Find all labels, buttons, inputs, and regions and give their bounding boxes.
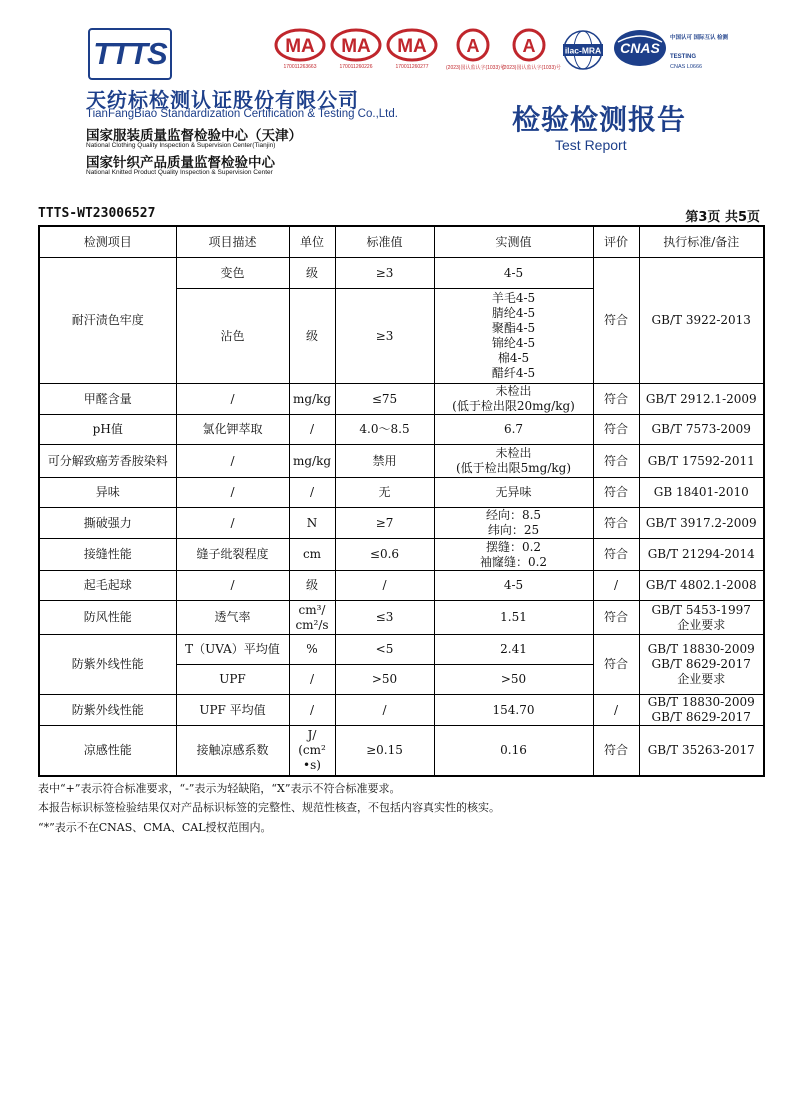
cell-standard-value: 4.0～8.5 [335, 415, 434, 445]
report-number: TTTS-WT23006527 [38, 206, 156, 221]
cell-eval: 符合 [593, 478, 639, 508]
col-header: 检测项目 [39, 226, 176, 258]
cell-standard-value: 禁用 [335, 445, 434, 478]
svg-text:A: A [522, 36, 536, 56]
table-row [39, 539, 764, 571]
table-row [39, 601, 764, 635]
cell-standard-value: ≥0.15 [335, 726, 434, 776]
page-indicator: 第3页 共5页 [685, 210, 760, 225]
measured-line: 未检出 [495, 446, 532, 460]
cell-eval: 符合 [593, 445, 639, 478]
cell-eval: 符合 [593, 601, 639, 635]
cell-unit: 级 [289, 571, 335, 601]
cell-item: 接缝性能 [39, 539, 176, 571]
cell-unit: 级 [289, 289, 335, 384]
cell-item: pH值 [39, 415, 176, 445]
cell-measured: 1.51 [434, 601, 593, 635]
col-header: 项目描述 [176, 226, 289, 258]
cell-standard: GB/T 17592-2011 [639, 445, 764, 478]
cell-standard: GB/T 4802.1-2008 [639, 571, 764, 601]
cell-measured: 无异味 [434, 478, 593, 508]
center2-name-cn: 国家针织产品质量监督检验中心 [86, 155, 275, 171]
cell-item: 甲醛含量 [39, 384, 176, 415]
cell-unit: / [289, 415, 335, 445]
table-row [39, 571, 764, 601]
cell-item: 异味 [39, 478, 176, 508]
col-header: 标准值 [335, 226, 434, 258]
measured-line: 经向：8.5 [485, 508, 542, 522]
cell-eval: 符合 [593, 384, 639, 415]
cell-unit: 级 [289, 258, 335, 289]
cell-eval: 符合 [593, 726, 639, 776]
svg-text:MA: MA [341, 36, 371, 57]
cell-standard: GB/T 21294-2014 [639, 539, 764, 571]
cell-desc: 氯化钾萃取 [176, 415, 289, 445]
cell-measured [434, 384, 593, 415]
cal-number-1: (2023)国认监认字(1033)号 [446, 65, 505, 71]
cell-item: 防紫外线性能 [39, 695, 176, 726]
cell-standard-value: <5 [335, 635, 434, 665]
svg-text:MA: MA [397, 36, 427, 57]
cell-standard-value: ≥3 [335, 289, 434, 384]
cell-measured: 6.7 [434, 415, 593, 445]
table-row [39, 478, 764, 508]
cell-unit: / [289, 695, 335, 726]
standard-line: GB/T 8629-2017 [651, 710, 751, 724]
cell-desc: UPF [176, 665, 289, 695]
cell-measured [434, 445, 593, 478]
svg-text:CNAS: CNAS [620, 40, 660, 56]
cell-eval: / [593, 571, 639, 601]
note-legend: 表中“+”表示符合标准要求，“-”表示为轻缺陷，“X”表示不符合标准要求。 [38, 782, 401, 795]
cell-standard-value: ≥3 [335, 258, 434, 289]
svg-text:TESTING: TESTING [670, 54, 697, 60]
cell-desc: 缝子纰裂程度 [176, 539, 289, 571]
cell-item: 耐汗渍色牢度 [39, 258, 176, 384]
cell-desc: T（UVA）平均值 [176, 635, 289, 665]
table-row [39, 445, 764, 478]
cell-desc: / [176, 571, 289, 601]
cell-unit [289, 726, 335, 776]
standard-line: GB/T 8629-2017 [651, 657, 751, 671]
standard-line: GB/T 18830-2009 [647, 695, 755, 709]
cell-unit [289, 601, 335, 635]
col-header: 实测值 [434, 226, 593, 258]
cnas-mark [612, 28, 729, 74]
company-name-cn: 天纺标检测认证股份有限公司 [86, 88, 359, 112]
cell-item: 凉感性能 [39, 726, 176, 776]
test-results-table [38, 225, 765, 777]
measured-line: 醋纤4-5 [491, 366, 536, 380]
cell-unit: mg/kg [289, 445, 335, 478]
cal-emblem-icon [446, 28, 500, 62]
cell-standard: GB/T 3922-2013 [639, 258, 764, 384]
cell-measured [434, 508, 593, 539]
standard-line: GB/T 5453-1997 [651, 602, 751, 617]
cma-number-2: 170011260226 [339, 64, 373, 70]
svg-text:CNAS L0666: CNAS L0666 [670, 64, 703, 70]
cnas-emblem-icon [612, 28, 729, 74]
cell-unit: / [289, 478, 335, 508]
cell-measured: 0.16 [434, 726, 593, 776]
center1-name-cn: 国家服装质量监督检验中心（天津） [86, 128, 302, 144]
unit-line: cm²/s [295, 617, 329, 632]
cma-mark-1 [274, 28, 326, 74]
cell-standard-value: >50 [335, 665, 434, 695]
cell-desc: UPF 平均值 [176, 695, 289, 726]
cell-measured [434, 539, 593, 571]
measured-line: 未检出 [495, 384, 532, 398]
col-header: 执行标准/备注 [639, 226, 764, 258]
measured-line: 腈纶4-5 [491, 306, 536, 320]
cell-item: 防风性能 [39, 601, 176, 635]
cma-number-3: 170011260277 [395, 64, 429, 70]
cell-eval: / [593, 695, 639, 726]
cell-standard-value: ≤75 [335, 384, 434, 415]
cell-standard [639, 695, 764, 726]
cell-desc: 接触凉感系数 [176, 726, 289, 776]
cell-standard [639, 601, 764, 635]
cell-unit: / [289, 665, 335, 695]
measured-line: 袖窿缝：0.2 [479, 554, 548, 569]
unit-line: J/ [307, 727, 317, 742]
cell-standard: GB/T 7573-2009 [639, 415, 764, 445]
cell-item: 可分解致癌芳香胺染料 [39, 445, 176, 478]
table-row [39, 726, 764, 776]
svg-text:MA: MA [285, 36, 315, 57]
cal-mark-2 [502, 28, 561, 74]
cell-standard: GB/T 3917.2-2009 [639, 508, 764, 539]
table-row [39, 695, 764, 726]
cal-mark-1 [446, 28, 505, 74]
standard-line: 企业要求 [677, 672, 726, 686]
cell-eval: 符合 [593, 258, 639, 384]
measured-line: 棉4-5 [497, 351, 530, 365]
table-row [39, 635, 764, 665]
cell-unit: N [289, 508, 335, 539]
center2-name-en: National Knitted Product Quality Inspection & Supervision Center [86, 169, 273, 176]
standard-line: 企业要求 [677, 617, 726, 632]
cma-mark-2 [330, 28, 382, 74]
report-title-en: Test Report [555, 137, 627, 153]
cell-eval: 符合 [593, 539, 639, 571]
measured-line: (低于检出限5mg/kg) [455, 461, 572, 475]
col-header: 单位 [289, 226, 335, 258]
cell-standard-value: / [335, 571, 434, 601]
cell-desc: / [176, 384, 289, 415]
cma-number-1: 170011263663 [283, 64, 317, 70]
cell-standard: GB 18401-2010 [639, 478, 764, 508]
table-row [39, 415, 764, 445]
cell-standard-value: / [335, 695, 434, 726]
measured-line: 聚酯4-5 [491, 321, 536, 335]
cell-measured: 4-5 [434, 571, 593, 601]
cell-standard: GB/T 35263-2017 [639, 726, 764, 776]
cell-unit: % [289, 635, 335, 665]
unit-line: •s) [303, 757, 321, 772]
cell-eval: 符合 [593, 508, 639, 539]
cell-standard-value: ≤0.6 [335, 539, 434, 571]
cell-desc: / [176, 508, 289, 539]
cell-measured [434, 289, 593, 384]
measured-line: (低于检出限20mg/kg) [452, 399, 575, 413]
cma-emblem-icon [330, 28, 382, 62]
cell-standard-value: ≥7 [335, 508, 434, 539]
measured-line: 锦纶4-5 [491, 336, 536, 350]
cell-desc: 透气率 [176, 601, 289, 635]
ilac-mra-mark [560, 28, 606, 74]
cell-item: 起毛起球 [39, 571, 176, 601]
svg-text:A: A [466, 36, 480, 56]
cell-eval: 符合 [593, 635, 639, 695]
note-accreditation: “*”表示不在CNAS、CMA、CAL授权范围内。 [38, 821, 272, 834]
cma-mark-3 [386, 28, 438, 74]
cell-measured: 2.41 [434, 635, 593, 665]
cma-emblem-icon [274, 28, 326, 62]
cell-standard-value: ≤3 [335, 601, 434, 635]
cell-unit: mg/kg [289, 384, 335, 415]
unit-line: cm³/ [298, 602, 326, 617]
table-row [39, 384, 764, 415]
cell-eval: 符合 [593, 415, 639, 445]
cell-desc: 变色 [176, 258, 289, 289]
col-header: 评价 [593, 226, 639, 258]
cell-desc: / [176, 445, 289, 478]
cell-unit: cm [289, 539, 335, 571]
cell-item: 撕破强力 [39, 508, 176, 539]
unit-line: (cm² [298, 742, 326, 757]
cell-measured: 154.70 [434, 695, 593, 726]
measured-line: 摆缝：0.2 [485, 539, 542, 554]
cma-emblem-icon [386, 28, 438, 62]
cell-desc: 沾色 [176, 289, 289, 384]
measured-line: 纬向：25 [487, 523, 540, 537]
standard-line: GB/T 18830-2009 [647, 642, 755, 656]
company-logo: TTTS [88, 28, 172, 80]
ilac-globe-icon [560, 28, 606, 72]
company-name-en: TianFangBiao Standardization Certification & Testing Co.,Ltd. [86, 108, 398, 120]
center1-name-en: National Clothing Quality Inspection & Supervision Center(Tianjin) [86, 142, 276, 149]
note-label-scope: 本报告标识标签检验结果仅对产品标识标签的完整性、规范性核查，不包括内容真实性的核实。 [38, 801, 500, 814]
cal-emblem-icon [502, 28, 556, 62]
svg-text:ilac-MRA: ilac-MRA [564, 45, 602, 56]
cell-desc: / [176, 478, 289, 508]
cell-measured: 4-5 [434, 258, 593, 289]
cell-measured: >50 [434, 665, 593, 695]
cell-item: 防紫外线性能 [39, 635, 176, 695]
cell-standard [639, 635, 764, 695]
report-title-cn: 检验检测报告 [512, 103, 687, 136]
table-header-row [39, 226, 764, 258]
cal-number-2: (2023)国认监认字(1033)号 [502, 65, 561, 71]
svg-text:中国认可 国际互认 检测: 中国认可 国际互认 检测 [670, 35, 729, 41]
table-row [39, 508, 764, 539]
measured-line: 羊毛4-5 [491, 291, 536, 305]
cell-standard: GB/T 2912.1-2009 [639, 384, 764, 415]
cell-standard-value: 无 [335, 478, 434, 508]
table-row [39, 258, 764, 289]
